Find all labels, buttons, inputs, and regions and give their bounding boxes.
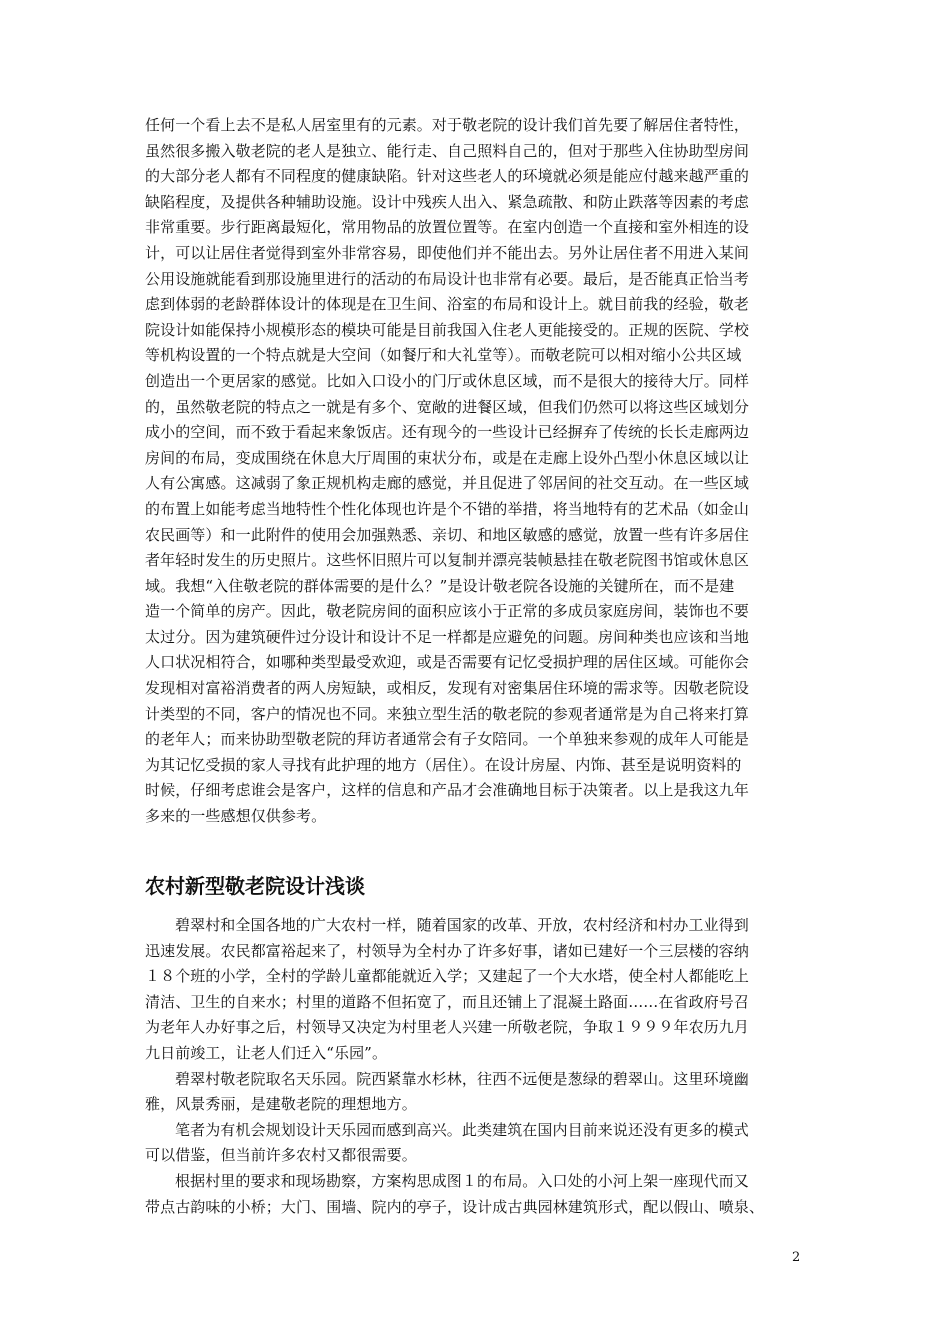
text-line: 成小的空间，而不致于看起来象饭店。还有现今的一些设计已经摒弃了传统的长长走廊两边	[145, 423, 750, 442]
text-line: 的大部分老人都有不同程度的健康缺陷。针对这些老人的环境就必须是能应付越来越严重的	[145, 167, 750, 186]
text-line: 清洁、卫生的自来水；村里的道路不但拓宽了，而且还铺上了混凝土路面……在省政府号召	[145, 992, 750, 1011]
text-line: 创造出一个更居家的感觉。比如入口设小的门厅或休息区域，而不是很大的接待大厅。同样	[145, 371, 750, 390]
text-line: 公用设施就能看到那设施里进行的活动的布局设计也非常有必要。最后，是否能真正恰当考	[145, 269, 750, 288]
text-line: 者年轻时发生的历史照片。这些怀旧照片可以复制并漂亮装帧悬挂在敬老院图书馆或休息区	[145, 551, 750, 570]
paragraph	[145, 1169, 807, 1220]
text-line: 笔者为有机会规划设计天乐园而感到高兴。此类建筑在国内目前来说还没有更多的模式	[175, 1120, 749, 1139]
text-line: 的布置上如能考虑当地特性个性化体现也许是个不错的举措，将当地特有的艺术品（如金山	[145, 499, 750, 518]
text-line: 带点古韵味的小桥；大门、围墙、院内的亭子，设计成古典园林建筑形式，配以假山、喷泉、	[145, 1197, 765, 1216]
text-line: 非常重要。步行距离最短化，常用物品的放置位置等。在室内创造一个直接和室外相连的设	[145, 218, 750, 237]
text-line: １８个班的小学，全村的学龄儿童都能就近入学；又建起了一个大水塔，使全村人都能吃上	[145, 967, 750, 986]
paragraph	[145, 1118, 807, 1169]
paragraph	[145, 913, 807, 1067]
text-line: 人口状况相符合，如哪种类型最受欢迎，或是否需要有记忆受损护理的居住区域。可能你会	[145, 653, 750, 672]
section-title: 农村新型敬老院设计浅谈	[145, 874, 365, 898]
text-line: 域。我想“入住敬老院的群体需要的是什么？”是设计敬老院各设施的关键所在，而不是建	[145, 576, 735, 595]
section-body	[145, 913, 807, 1220]
text-line: 九日前竣工，让老人们迁入“乐园”。	[145, 1043, 388, 1062]
text-line: 虑到体弱的老龄群体设计的体现是在卫生间、浴室的布局和设计上。就目前我的经验，敬老	[145, 295, 750, 314]
text-line: 等机构设置的一个特点就是大空间（如餐厅和大礼堂等）。而敬老院可以相对缩小公共区域	[145, 346, 742, 365]
text-line: 可以借鉴，但当前许多农村又都很需要。	[145, 1146, 417, 1165]
paragraph	[145, 1067, 807, 1118]
text-line: 为其记忆受损的家人寻找有此护理的地方（居住）。在设计房屋、内饰、甚至是说明资料的	[145, 755, 742, 774]
text-line: 计，可以让居住者觉得到室外非常容易，即使他们并不能出去。另外让居住者不用进入某间	[145, 243, 750, 262]
text-line: 时候，仔细考虑谁会是客户，这样的信息和产品才会准确地目标于决策者。以上是我这九年	[145, 781, 750, 800]
continuation-text	[145, 113, 807, 830]
text-line: 碧翠村敬老院取名天乐园。院西紧靠水杉林，往西不远便是葱绿的碧翠山。这里环境幽	[175, 1069, 749, 1088]
text-line: 房间的布局，变成围绕在休息大厅周围的束状分布，或是在走廊上设外凸型小休息区域以让	[145, 448, 750, 467]
text-line: 农民画等）和一此附件的使用会加强熟悉、亲切、和地区敏感的感觉，放置一些有许多居住	[145, 525, 750, 544]
text-line: 根据村里的要求和现场勘察，方案构思成图１的布局。入口处的小河上架一座现代而又	[175, 1171, 749, 1190]
text-line: 缺陷程度，及提供各种辅助设施。设计中残疾人出入、紧急疏散、和防止跌落等因素的考虑	[145, 192, 750, 211]
text-line: 为老年人办好事之后，村领导又决定为村里老人兴建一所敬老院，争取１９９９年农历九月	[145, 1018, 750, 1037]
text-line: 院设计如能保持小规模形态的模块可能是目前我国入住老人更能接受的。正规的医院、学校	[145, 320, 750, 339]
text-line: 的老年人；而来协助型敬老院的拜访者通常会有子女陪同。一个单独来参观的成年人可能是	[145, 730, 750, 749]
text-line: 碧翠村和全国各地的广大农村一样，随着国家的改革、开放，农村经济和村办工业得到	[175, 916, 749, 934]
text-line: 的，虽然敬老院的特点之一就是有多个、宽敞的进餐区域，但我们仍然可以将这些区域划分	[145, 397, 750, 416]
text-line: 迅速发展。农民都富裕起来了，村领导为全村办了许多好事，诸如已建好一个三层楼的容纳	[145, 941, 750, 960]
text-line: 人有公寓感。这减弱了象正规机构走廊的感觉，并且促进了邻居间的社交互动。在一些区域	[145, 474, 750, 493]
text-line: 雅，风景秀丽，是建敬老院的理想地方。	[145, 1095, 417, 1114]
text-line: 造一个简单的房产。因此，敬老院房间的面积应该小于正常的多成员家庭房间，装饰也不要	[145, 602, 750, 621]
text-line: 虽然很多搬入敬老院的老人是独立、能行走、自己照料自己的，但对于那些入住协助型房间	[145, 141, 750, 160]
page-number: 2	[792, 1250, 801, 1265]
text-line: 任何一个看上去不是私人居室里有的元素。对于敬老院的设计我们首先要了解居住者特性，	[145, 116, 750, 134]
text-line: 发现相对富裕消费者的两人房短缺，或相反，发现有对密集居住环境的需求等。因敬老院设	[145, 679, 750, 698]
text-line: 太过分。因为建筑硬件过分设计和设计不足一样都是应避免的问题。房间种类也应该和当地	[145, 627, 750, 646]
text-line: 多来的一些感想仅供参考。	[145, 807, 327, 826]
text-line: 计类型的不同，客户的情况也不同。来独立型生活的敬老院的参观者通常是为自己将来打算	[145, 704, 750, 723]
